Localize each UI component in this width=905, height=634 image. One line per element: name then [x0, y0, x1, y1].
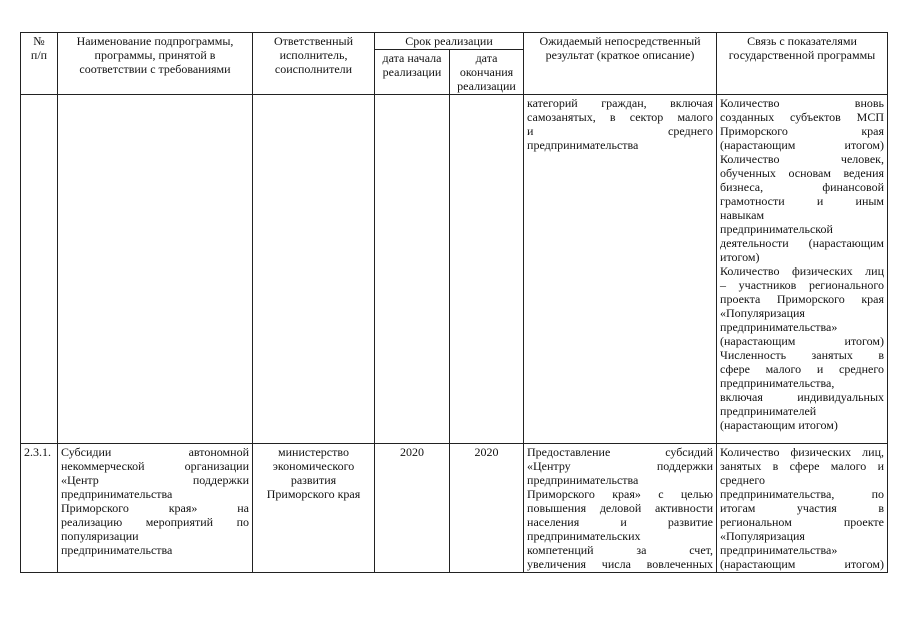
header-name: Наименование подпрограммы, программы, принятой в соответствии с требованиями — [58, 33, 253, 95]
row2-result-line: «Центру поддержки — [527, 459, 714, 473]
program-table — [20, 32, 888, 573]
header-result: Ожидаемый непосредственный результат (краткое описание) — [524, 33, 717, 95]
header-num: № п/п — [21, 33, 58, 95]
row2-name-line: реализацию мероприятий по — [61, 515, 249, 529]
row2-end: 2020 — [450, 444, 524, 573]
row1-link — [717, 95, 888, 444]
row2-start: 2020 — [375, 444, 450, 573]
row1-result — [524, 95, 717, 444]
row1-result-line: самозанятых, в сектор малого — [527, 110, 714, 124]
row2-link-line: итогам участия в — [720, 501, 885, 515]
row2-result-line: населения и развитие — [527, 515, 714, 529]
row1-link-line: Количество человек, — [720, 152, 885, 166]
row2-link — [717, 444, 888, 573]
row2-name-line: популяризации — [61, 529, 139, 543]
row2-result-line: предпринимательства — [527, 473, 639, 487]
row2-num: 2.3.1. — [21, 444, 58, 573]
row2-link-line: занятых в сфере малого и — [720, 459, 885, 473]
row2-link-line: (нарастающим итогом) — [720, 557, 885, 571]
row2-name — [58, 444, 253, 573]
row2-name-line: предпринимательства — [61, 543, 173, 557]
row1-link-line: Количество вновь — [720, 96, 885, 110]
row1-link-line: обученных основам ведения — [720, 166, 885, 180]
row2-name-line: некоммерческой организации — [61, 459, 249, 473]
row2-link-line: региональном проекте — [720, 515, 885, 529]
row2-result-line: предпринимательских — [527, 529, 641, 543]
row1-link-line: «Популяризация — [720, 306, 805, 320]
header-executor: Ответственный исполнитель, соисполнители — [253, 33, 375, 95]
row2-executor-line: развития — [290, 473, 337, 487]
row2-result-line: увеличения числа вовлеченных — [527, 557, 714, 571]
row1-name — [58, 95, 253, 444]
row2-name-line: Субсидии автономной — [61, 445, 249, 459]
row2-link-line: «Популяризация — [720, 529, 805, 543]
row1-start — [375, 95, 450, 444]
row2-executor-line: Приморского края — [266, 487, 361, 501]
row2-name-line: «Центр поддержки — [61, 473, 249, 487]
row1-link-line: итогом) — [720, 250, 760, 264]
row1-end — [450, 95, 524, 444]
row1-link-line: Приморского края — [720, 124, 885, 138]
row2-result-line: повышения деловой активности — [527, 501, 714, 515]
row2-result — [524, 444, 717, 573]
row1-link-line: бизнеса, финансовой — [720, 180, 885, 194]
row2-link-line: среднего — [720, 473, 765, 487]
row1-link-line: предпринимательской — [720, 222, 833, 236]
row1-link-line: включая индивидуальных — [720, 390, 885, 404]
header-start: дата начала реализации — [375, 50, 450, 95]
row1-link-line: – участников регионального — [720, 278, 885, 292]
row2-result-line: компетенций за счет, — [527, 543, 714, 557]
row1-executor — [253, 95, 375, 444]
header-period: Срок реализации — [375, 33, 524, 50]
row2-executor-line: министерство — [278, 445, 349, 459]
row1-link-line: сфере малого и среднего — [720, 362, 885, 376]
row2-executor — [253, 444, 375, 573]
row1-link-line: предпринимателей — [720, 404, 817, 418]
row2-executor-line: экономического — [272, 459, 355, 473]
header-end: дата окончания реализации — [450, 50, 524, 95]
row1-link-line: Количество физических лиц — [720, 264, 885, 278]
row2-name-line: Приморского края» на — [61, 501, 249, 515]
row2-link-line: предпринимательства, по — [720, 487, 885, 501]
row1-link-line: Численность занятых в — [720, 348, 885, 362]
row1-link-line: грамотности и иным — [720, 194, 885, 208]
row1-result-line: предпринимательства — [527, 138, 639, 152]
table-row — [21, 444, 888, 573]
row1-link-line: созданных субъектов МСП — [720, 110, 885, 124]
row1-link-line: (нарастающим итогом) — [720, 138, 885, 152]
row1-link-line: проекта Приморского края — [720, 292, 885, 306]
row2-result-line: Предоставление субсидий — [527, 445, 714, 459]
row2-link-line: Количество физических лиц, — [720, 445, 885, 459]
table-row — [21, 95, 888, 444]
header-link: Связь с показателями государственной программы — [717, 33, 888, 95]
row2-link-line: предпринимательства» — [720, 543, 838, 557]
row1-link-line: (нарастающим итогом) — [720, 334, 885, 348]
row1-result-line: категорий граждан, включая — [527, 96, 714, 110]
row1-link-line: деятельности (нарастающим — [720, 236, 885, 250]
row1-link-line: (нарастающим итогом) — [720, 418, 838, 432]
row2-name-line: предпринимательства — [61, 487, 173, 501]
row1-result-line: и среднего — [527, 124, 714, 138]
row1-link-line: предпринимательства» — [720, 320, 838, 334]
row2-result-line: Приморского края» с целью — [527, 487, 714, 501]
row1-num — [21, 95, 58, 444]
row1-link-line: навыкам — [720, 208, 765, 222]
row1-link-line: предпринимательства, — [720, 376, 835, 390]
